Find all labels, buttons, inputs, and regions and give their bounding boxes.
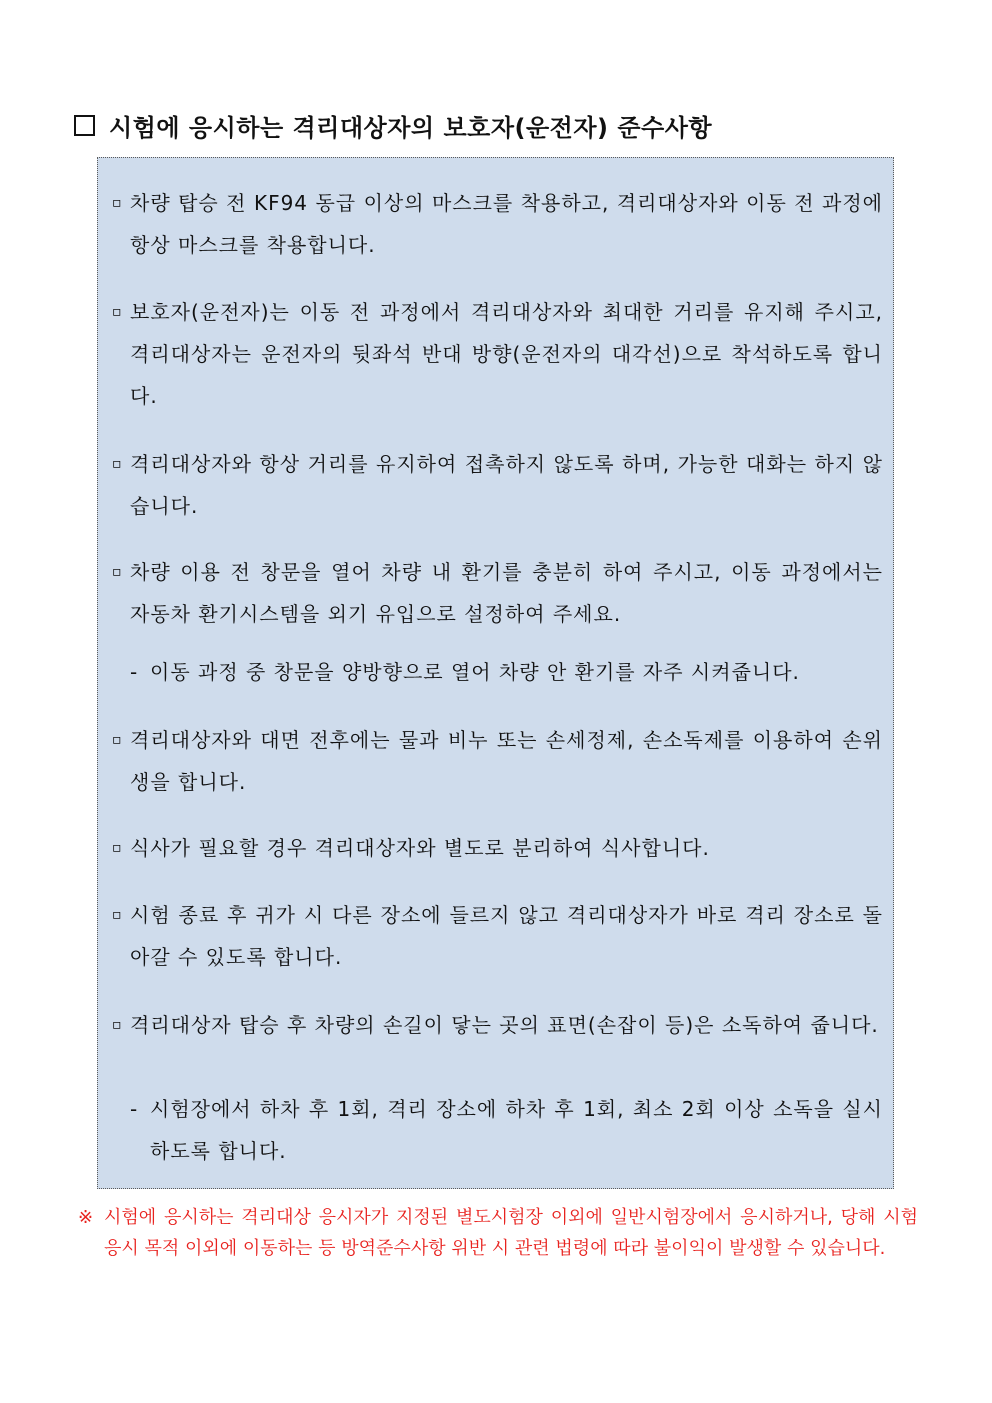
bullet-icon: ▫ xyxy=(112,732,123,748)
list-item-text: 격리대상자와 대면 전후에는 물과 비누 또는 손세정제, 손소독제를 이용하여 손위생을 합니다. xyxy=(130,728,883,794)
dash-icon: - xyxy=(130,660,139,684)
bullet-icon: ▫ xyxy=(112,1017,123,1033)
list-item xyxy=(112,827,883,869)
list-item xyxy=(112,443,883,527)
dash-icon: - xyxy=(130,1097,139,1121)
bullet-icon: ▫ xyxy=(112,195,123,211)
bullet-icon: ▫ xyxy=(112,304,123,320)
list-item xyxy=(112,182,883,266)
list-item xyxy=(112,291,883,417)
list-item-text: 격리대상자와 항상 거리를 유지하여 접촉하지 않도록 하며, 가능한 대화는 하지 않습니다. xyxy=(130,452,883,518)
list-item xyxy=(112,1004,883,1046)
list-item-text: 식사가 필요할 경우 격리대상자와 별도로 분리하여 식사합니다. xyxy=(130,836,710,860)
footer-warning-note xyxy=(78,1202,918,1264)
list-item xyxy=(112,551,883,635)
bullet-icon: ▫ xyxy=(112,456,123,472)
reference-mark-icon: ※ xyxy=(78,1207,94,1228)
checkbox-square-icon xyxy=(74,115,95,136)
sub-item xyxy=(130,651,883,693)
list-item-text: 차량 이용 전 창문을 열어 차량 내 환기를 충분히 하여 주시고, 이동 과정에서는 자동차 환기시스템을 외기 유입으로 설정하여 주세요. xyxy=(130,560,883,626)
sub-item-text: 이동 과정 중 창문을 양방향으로 열어 차량 안 환기를 자주 시켜줍니다. xyxy=(150,660,800,684)
list-item xyxy=(112,894,883,978)
guidelines-box xyxy=(97,157,894,1189)
list-item-text: 시험 종료 후 귀가 시 다른 장소에 들르지 않고 격리대상자가 바로 격리 장소로 돌아갈 수 있도록 합니다. xyxy=(130,903,883,969)
bullet-icon: ▫ xyxy=(112,907,123,923)
list-item xyxy=(112,719,883,803)
page-title-text: 시험에 응시하는 격리대상자의 보호자(운전자) 준수사항 xyxy=(109,114,713,142)
bullet-icon: ▫ xyxy=(112,564,123,580)
page-title xyxy=(74,108,914,143)
sub-item-text: 시험장에서 하차 후 1회, 격리 장소에 하차 후 1회, 최소 2회 이상 소독을 실시하도록 합니다. xyxy=(150,1097,883,1163)
list-item-text: 보호자(운전자)는 이동 전 과정에서 격리대상자와 최대한 거리를 유지해 주시고, 격리대상자는 운전자의 뒷좌석 반대 방향(운전자의 대각선)으로 착석하도록 합니다. xyxy=(130,300,883,408)
sub-item xyxy=(130,1088,883,1172)
footer-warning-text: 시험에 응시하는 격리대상 응시자가 지정된 별도시험장 이외에 일반시험장에서 응시하거나, 당해 시험 응시 목적 이외에 이동하는 등 방역준수사항 위반 시 관련 법령에 따라 불이익이 발생할 수 있습니다. xyxy=(104,1207,918,1259)
bullet-icon: ▫ xyxy=(112,840,123,856)
list-item-text: 격리대상자 탑승 후 차량의 손길이 닿는 곳의 표면(손잡이 등)은 소독하여 줍니다. xyxy=(130,1013,879,1037)
list-item-text: 차량 탑승 전 KF94 동급 이상의 마스크를 착용하고, 격리대상자와 이동 전 과정에 항상 마스크를 착용합니다. xyxy=(130,191,883,257)
